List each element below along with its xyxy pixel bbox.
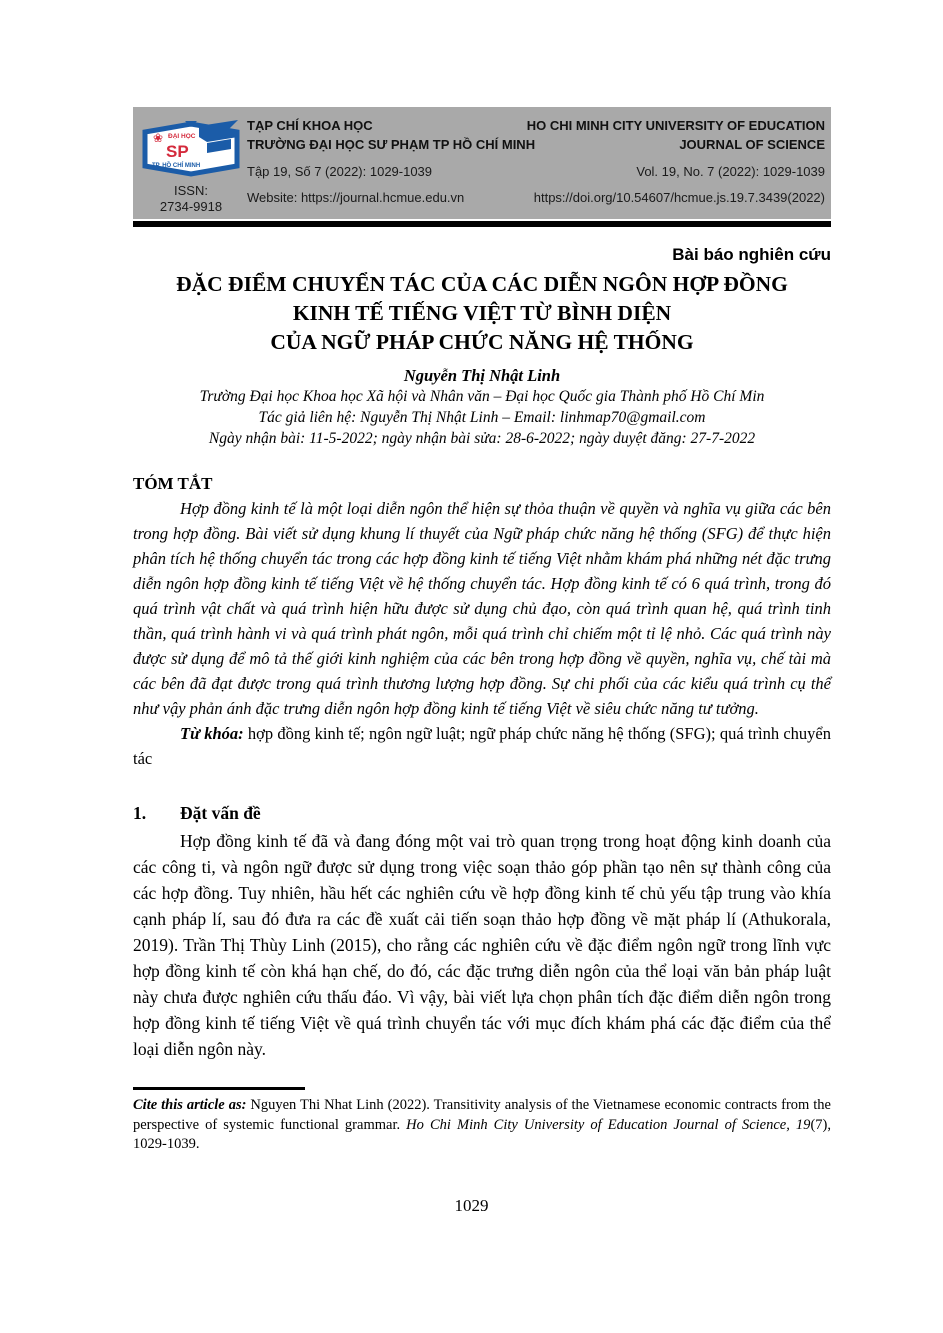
abstract-heading: TÓM TẮT — [133, 474, 213, 493]
author-name: Nguyễn Thị Nhật Linh — [403, 366, 561, 385]
header-divider — [133, 221, 831, 227]
article-title-line3: CỦA NGỮ PHÁP CHỨC NĂNG HỆ THỐNG — [270, 330, 694, 354]
svg-text:ĐẠI HỌC: ĐẠI HỌC — [168, 133, 196, 140]
website-url: Website: https://journal.hcmue.edu.vn — [247, 190, 465, 205]
section-1-title: Đặt vấn đề — [180, 803, 261, 823]
volume-info-en: Vol. 19, No. 7 (2022): 1029-1039 — [636, 164, 825, 179]
issn-block — [133, 183, 249, 215]
doi-url: https://doi.org/10.54607/hcmue.js.19.7.3439(2022) — [533, 190, 825, 205]
correspondence-line: Tác giả liên hệ: Nguyễn Thị Nhật Linh – Email: linhmap70@gmail.com — [258, 409, 706, 426]
citation-label: Cite this article as: — [133, 1097, 247, 1113]
author-affiliation: Trường Đại học Khoa học Xã hội và Nhân văn – Đại học Quốc gia Thành phố Hồ Chí Min — [199, 388, 765, 405]
header-text — [247, 116, 825, 206]
page-content — [133, 107, 831, 1155]
footnote-rule — [133, 1087, 305, 1090]
page-number: 1029 — [454, 1196, 489, 1215]
svg-text:SP: SP — [166, 142, 189, 161]
section-1-number: 1. — [133, 803, 147, 823]
submission-dates: Ngày nhận bài: 11-5-2022; ngày nhận bài sửa: 28-6-2022; ngày duyệt đăng: 27-7-2022 — [208, 430, 756, 447]
citation-journal-italic: Ho Chi Minh City University of Education Journal of Science, 19 — [406, 1116, 811, 1133]
article-title-line1: ĐẶC ĐIỂM CHUYỂN TÁC CỦA CÁC DIỄN NGÔN HỢP ĐỒNG — [176, 272, 788, 296]
article-title — [133, 270, 831, 357]
journal-name-en-line1: HO CHI MINH CITY UNIVERSITY OF EDUCATION — [526, 118, 825, 133]
keywords-line — [133, 721, 831, 771]
volume-info-vi: Tập 19, Số 7 (2022): 1029-1039 — [247, 164, 433, 179]
citation-text-1: Nguyen Thi Nhat Linh (2022). Transitivity analysis of the Vietnamese economic contracts from the perspective of systemic functional grammar. — [133, 1097, 831, 1133]
journal-name-vi-line2: TRƯỜNG ĐẠI HỌC SƯ PHẠM TP HỒ CHÍ MINH — [247, 137, 536, 152]
section-1-paragraph: Hợp đồng kinh tế đã và đang đóng một vai trò quan trọng trong hoạt động kinh doanh của các công ti, và ngôn ngữ được sử dụng trong việc soạn thảo góp phần tạo nên sự thành công của các hợp đồng. Tuy nhiên, hầu hết các nghiên cứu về hợp đồng kinh tế chủ yếu tập trung vào khía cạnh pháp lí, sau đó đưa ra các đề xuất cải tiến soạn thảo hợp đồng về mặt pháp lí (Athukorala, 2019). Trần Thị Thùy Linh (2015), cho rằng các nghiên cứu về đặc điểm ngôn ngữ trong lĩnh vực hợp đồng kinh tế còn khá hạn chế, do đó, các đặc trưng diễn ngôn của thể loại văn bản pháp luật này chưa được nghiên cứu thấu đáo. Vì vậy, bài viết lựa chọn phân tích đặc điểm diễn ngôn trong hợp đồng kinh tế tiếng Việt về quá trình chuyển tác với mục đích khám phá các đặc điểm của thể loại diễn ngôn này. — [133, 831, 831, 1059]
journal-header — [133, 107, 831, 219]
book-flag-logo-icon — [141, 115, 241, 181]
issn-value: 2734-9918 — [159, 199, 223, 214]
university-logo — [141, 115, 241, 181]
keywords-text: hợp đồng kinh tế; ngôn ngữ luật; ngữ pháp chức năng hệ thống (SFG); quá trình chuyển tác — [133, 724, 831, 768]
citation-note — [133, 1096, 831, 1155]
svg-text:❀: ❀ — [153, 131, 164, 145]
journal-name-vi-line1: TẠP CHÍ KHOA HỌC — [247, 118, 373, 133]
citation-text-2: (7), 1029-1039. — [133, 1116, 831, 1152]
journal-name-en-line2: JOURNAL OF SCIENCE — [679, 137, 825, 152]
article-type-label: Bài báo nghiên cứu — [672, 245, 831, 264]
abstract-text: Hợp đồng kinh tế là một loại diễn ngôn thể hiện sự thỏa thuận về quyền và nghĩa vụ giữa các bên trong hợp đồng. Bài viết sử dụng khung lí thuyết của Ngữ pháp chức năng hệ thống (SFG) để thực hiện phân tích hệ thống chuyển tác trong các hợp đồng kinh tế tiếng Việt nhằm khám phá những nét đặc trưng diễn ngôn hợp đồng kinh tế tiếng Việt về hệ thống chuyển tác. Hợp đồng kinh tế có 6 quá trình, trong đó quá trình vật chất và quá trình hiện hữu được sử dụng chủ đạo, còn quá trình quan hệ, quá trình tinh thần, quá trình hành vi và quá trình phát ngôn, mỗi quá trình chỉ chiếm một tỉ lệ nhỏ. Các quá trình này được sử dụng để mô tả thế giới kinh nghiệm của các bên trong hợp đồng về quyền, nghĩa vụ, chế tài mà các bên đã đạt được trong quá trình thương lượng hợp đồng. Sự chi phối của các kiểu quá trình cụ thể như vậy phản ánh đặc trưng diễn ngôn hợp đồng kinh tế tiếng Việt về siêu chức năng tư tưởng. — [133, 499, 831, 718]
keywords-label: Từ khóa: — [180, 724, 244, 743]
issn-label: ISSN: — [174, 183, 208, 198]
section-1-heading — [133, 802, 831, 824]
svg-text:TP. HỒ CHÍ MINH: TP. HỒ CHÍ MINH — [152, 163, 201, 169]
article-title-line2: KINH TẾ TIẾNG VIỆT TỪ BÌNH DIỆN — [292, 301, 672, 325]
